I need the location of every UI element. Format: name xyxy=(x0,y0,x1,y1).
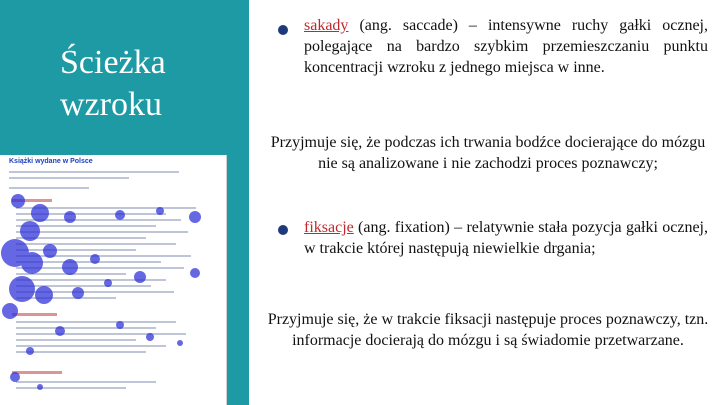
note-fiksacje: Przyjmuje się, że w trakcie fiksacji następuje proces poznawczy, tzn. informacje docierają do mózgu i są świadomie przetwarzane. xyxy=(267,311,709,349)
slide-title-line-2: wzroku xyxy=(60,86,162,123)
term-sakady: sakady xyxy=(304,17,349,34)
bullet-fiksacje xyxy=(304,217,708,259)
definition-fiksacje: (ang. fixation) – relatywnie stała pozycja gałki ocznej, w trakcie której następują niewielkie drgania; xyxy=(304,219,708,257)
note-sakady: Przyjmuje się, że podczas ich trwania bodźce docierające do mózgu nie są analizowane i nie zachodzi proces poznawczy; xyxy=(270,134,706,172)
heatmap-graphic xyxy=(0,155,226,405)
slide-title xyxy=(60,42,166,126)
bullet-marker-2 xyxy=(278,225,288,235)
title-panel xyxy=(0,0,249,405)
thumbnail-doc-title: Książki wydane w Polsce xyxy=(9,158,93,165)
bullet-sakady xyxy=(304,15,708,78)
term-fiksacje: fiksacje xyxy=(304,219,354,236)
slide-title-line-1: Ścieżka xyxy=(60,44,166,81)
text-lines xyxy=(9,171,196,389)
bullet-marker-1 xyxy=(278,25,288,35)
definition-sakady: (ang. saccade) – intensywne ruchy gałki ocznej, polegające na bardzo szybkim przemieszczaniu punktu koncentracji wzroku z jednego miejsca w inne. xyxy=(304,17,708,76)
eye-tracking-thumbnail xyxy=(0,155,227,405)
